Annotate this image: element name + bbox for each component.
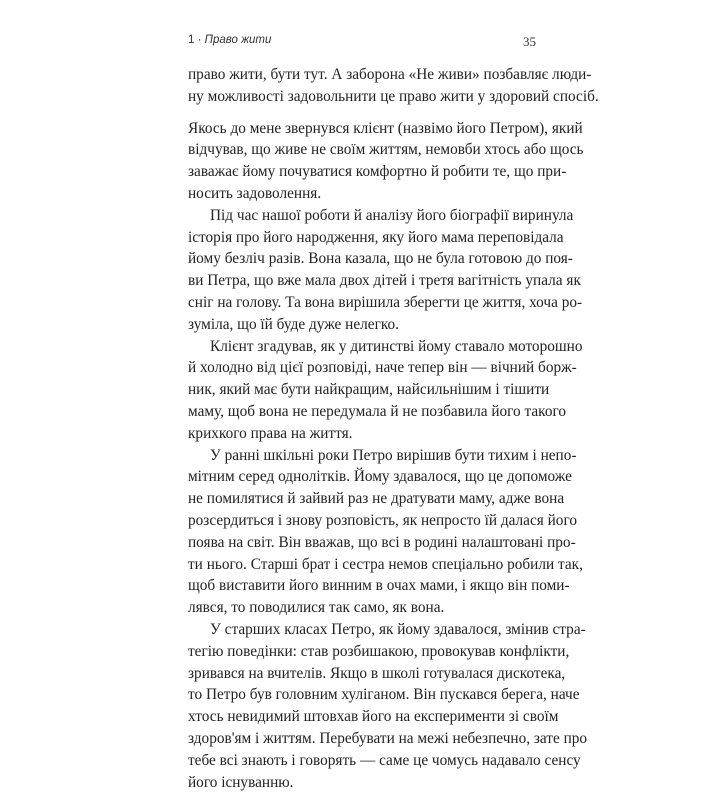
chapter-number: 1 xyxy=(188,34,194,46)
paragraph xyxy=(188,619,536,793)
body-text xyxy=(188,64,536,793)
text-line: ну можливості задовольнити це право жити у здоровий спосіб. xyxy=(188,86,536,108)
text-line: історія про його народження, яку його мама переповідала xyxy=(188,227,536,249)
text-line: зуміла, що їй буде дуже нелегко. xyxy=(188,314,536,336)
text-line: то Петро був головним хуліганом. Він пускався берега, наче xyxy=(188,684,536,706)
separator: · xyxy=(198,34,202,46)
text-line: поява на світ. Він вважав, що всі в родині налаштовані про- xyxy=(188,532,536,554)
text-line: зривався на вчителів. Якщо в школі готувалася дискотека, xyxy=(188,663,536,685)
paragraph xyxy=(188,64,536,108)
text-line: Клієнт згадував, як у дитинстві йому ставало моторошно xyxy=(188,336,536,358)
text-line: відчував, що живе не своїм життям, немовби хтось або щось xyxy=(188,139,536,161)
text-line: У старших класах Петро, як йому здавалося, змінив стра- xyxy=(188,619,536,641)
text-line: Якось до мене звернувся клієнт (назвімо його Петром), який xyxy=(188,118,536,140)
paragraph xyxy=(188,205,536,336)
text-line: розсердиться і знову розповість, як непросто їй далася його xyxy=(188,510,536,532)
text-line: хтось невидимий штовхав його на експерименти зі своїм xyxy=(188,706,536,728)
text-line: крихкого права на життя. xyxy=(188,423,536,445)
text-line: здоров'ям і життям. Перебувати на межі небезпечно, зате про xyxy=(188,728,536,750)
text-line: У ранні шкільні роки Петро вирішив бути тихим і непо- xyxy=(188,445,536,467)
text-line: й холодно від цієї розповіді, наче тепер він — вічний борж- xyxy=(188,357,536,379)
text-line: ви Петра, що вже мала двох дітей і третя вагітність упала як xyxy=(188,270,536,292)
text-line: тегію поведінки: став розбишакою, провокував конфлікти, xyxy=(188,641,536,663)
text-line: маму, щоб вона не передумала й не позбавила його такого xyxy=(188,401,536,423)
text-line: тебе всі знають і говорять — саме це чомусь надавало сенсу xyxy=(188,750,536,772)
text-line: право жити, бути тут. А заборона «Не живи» позбавляє люди- xyxy=(188,64,536,86)
page-number: 35 xyxy=(523,34,536,50)
chapter-label xyxy=(188,34,271,46)
text-line: лявся, то поводилися так само, як вона. xyxy=(188,597,536,619)
text-line: не помилятися й зайвий раз не дратувати маму, адже вона xyxy=(188,488,536,510)
text-line: йому безліч разів. Вона казала, що не була готовою до поя- xyxy=(188,248,536,270)
text-line: носить задоволення. xyxy=(188,183,536,205)
paragraph xyxy=(188,336,536,445)
text-line: ти нього. Старші брат і сестра немов спеціально робили так, xyxy=(188,554,536,576)
paragraph xyxy=(188,118,536,205)
text-line: сніг на голову. Та вона вирішила зберегти це життя, хоча ро- xyxy=(188,292,536,314)
paragraph xyxy=(188,445,536,619)
text-line: його існуванню. xyxy=(188,772,536,793)
text-line: щоб виставити його винним в очах мами, і якщо він поми- xyxy=(188,575,536,597)
text-line: ник, який має бути найкращим, найсильнішим і тішити xyxy=(188,379,536,401)
chapter-title: Право жити xyxy=(205,34,272,46)
running-head xyxy=(188,34,536,52)
text-line: Під час нашої роботи й аналізу його біографії виринула xyxy=(188,205,536,227)
text-line: заважає йому почуватися комфортно й робити те, що при- xyxy=(188,161,536,183)
text-line: мітним серед однолітків. Йому здавалося, що це допоможе xyxy=(188,466,536,488)
